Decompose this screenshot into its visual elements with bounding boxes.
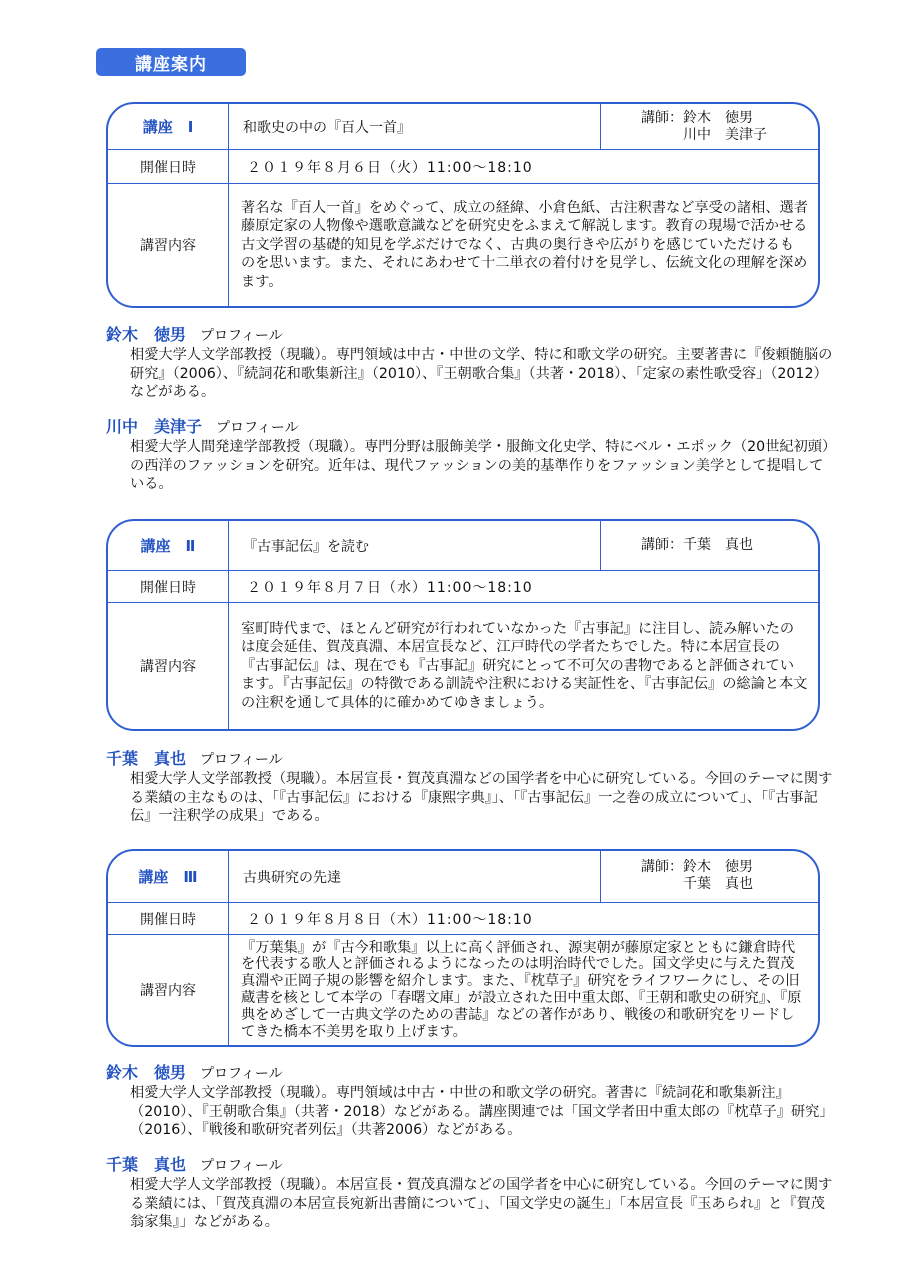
course-card-3: [106, 849, 820, 1047]
course-title: 『古事記伝』を読む: [243, 538, 369, 555]
teacher-line: 川中 美津子: [641, 127, 767, 143]
course-content: 室町時代まで、ほとんど研究が行われていなかった『古事記』に注目し、読み解いたのは度会延佳、賀茂真淵、本居宣長など、江戸時代の学者たちでした。特に本居宣長の『古事記伝』は、現在でも『古事記』研究にとって不可欠の書物であると評価されています。『古事記伝』の特徴である訓読や注釈における実証性を、『古事記伝』の総論と本文の注釈を通して具体的に確かめてゆきましょう。: [241, 620, 808, 711]
teacher-line: 講師：鈴木 徳男: [641, 859, 753, 875]
profile-text: 相愛大学人間発達学部教授（現職）。専門分野は服飾美学・服飾文化史学、特にベル・エポック（20世紀初頭）の西洋のファッションを研究。近年は、現代ファッションの美的基準作りをファッション美学として提唱している。: [130, 439, 830, 493]
profile-3: [106, 746, 836, 826]
profile-name: 千葉 真也: [106, 1155, 187, 1174]
course-date: ２０１９年８月８日（木）11:00〜18:10: [247, 911, 533, 928]
course-date: ２０１９年８月７日（水）11:00〜18:10: [247, 579, 533, 596]
profile-label: プロフィール: [200, 1158, 283, 1174]
profile-label: プロフィール: [200, 752, 283, 768]
profile-4: [106, 1060, 836, 1140]
profile-name: 川中 美津子: [106, 417, 203, 436]
course-teachers: [600, 104, 818, 149]
date-label: 開催日時: [108, 571, 229, 602]
content-label: 講習内容: [108, 603, 229, 729]
course-number: 講座 Ⅰ: [108, 104, 229, 149]
profile-text: 相愛大学人文学部教授（現職）。専門領域は中古・中世の文学、特に和歌文学の研究。主要著書に『俊頼髄脳の研究』（2006）、『続詞花和歌集新注』（2010）、『王朝歌合集』（共著・2018）、「定家の素性歌受容」（2012）などがある。: [130, 347, 833, 401]
profile-name: 鈴木 徳男: [106, 1063, 187, 1082]
profile-label: プロフィール: [200, 328, 283, 344]
course-teachers: [600, 851, 818, 902]
teacher-line: 千葉 真也: [641, 876, 753, 892]
course-content: 『万葉集』が『古今和歌集』以上に高く評価され、源実朝が藤原定家とともに鎌倉時代を代表する歌人と評価されるようになったのは明治時代でした。国文学史に与えた賀茂真淵や正岡子規の影響を紹介します。また、『枕草子』研究をライフワークにし、その旧蔵書を核として本学の「春曙文庫」が設立された田中重太郎、『王朝和歌史の研究』、『原典をめざして一古典文学のための書誌』などの著作があり、戦後の和歌研究をリードしてきた橋本不美男を取り上げます。: [241, 939, 802, 1040]
content-label: 講習内容: [108, 935, 229, 1045]
profile-name: 鈴木 徳男: [106, 325, 187, 344]
profile-label: プロフィール: [200, 1066, 283, 1082]
course-date: ２０１９年８月６日（火）11:00〜18:10: [247, 159, 533, 176]
teacher-line: 講師：千葉 真也: [641, 537, 753, 553]
course-number: 講座 Ⅲ: [108, 851, 229, 902]
course-card-2: [106, 519, 820, 731]
profile-1: [106, 322, 836, 402]
profile-text: 相愛大学人文学部教授（現職）。専門領域は中古・中世の和歌文学の研究。著書に『続詞花和歌集新注』（2010）、『王朝歌合集』（共著・2018）などがある。講座関連では「国文学者田中重太郎の『枕草子』研究」（2016）、『戦後和歌研究者列伝』（共著2006）などがある。: [130, 1085, 834, 1139]
course-content: 著名な『百人一首』をめぐって、成立の経緯、小倉色紙、古注釈書など享受の諸相、選者藤原定家の人物像や選歌意識などを研究史をふまえて解説します。教育の現場で活かせる古文学習の基礎的知見を学ぶだけでなく、古典の奥行きや広がりを感じていただけるものを思います。また、それにあわせて十二単衣の着付けを見学し、伝統文化の理解を深めます。: [241, 199, 808, 290]
course-title: 古典研究の先達: [243, 869, 341, 886]
course-number: 講座 Ⅱ: [108, 521, 229, 570]
profile-name: 千葉 真也: [106, 749, 187, 768]
profile-2: [106, 414, 836, 494]
date-label: 開催日時: [108, 903, 229, 934]
course-card-1: [106, 102, 820, 308]
content-label: 講習内容: [108, 184, 229, 306]
section-title: 講座案内: [96, 48, 246, 76]
profile-label: プロフィール: [216, 420, 299, 436]
profile-text: 相愛大学人文学部教授（現職）。本居宣長・賀茂真淵などの国学者を中心に研究している。今回のテーマに関する業績には、「賀茂真淵の本居宣長宛新出書簡について」、「国文学史の誕生」「本居宣長『玉あられ』と『賀茂翁家集』」などがある。: [130, 1177, 833, 1231]
date-label: 開催日時: [108, 150, 229, 183]
profile-text: 相愛大学人文学部教授（現職）。本居宣長・賀茂真淵などの国学者を中心に研究している。今回のテーマに関する業績の主なものは、「『古事記伝』における『康熙字典』」、「『古事記伝』一之巻の成立について」、「『古事記伝』一注釈学の成果」である。: [130, 771, 833, 825]
course-title: 和歌史の中の『百人一首』: [243, 119, 411, 136]
teacher-line: 講師：鈴木 徳男: [641, 110, 753, 126]
profile-5: [106, 1152, 836, 1232]
course-teachers: [600, 521, 818, 570]
